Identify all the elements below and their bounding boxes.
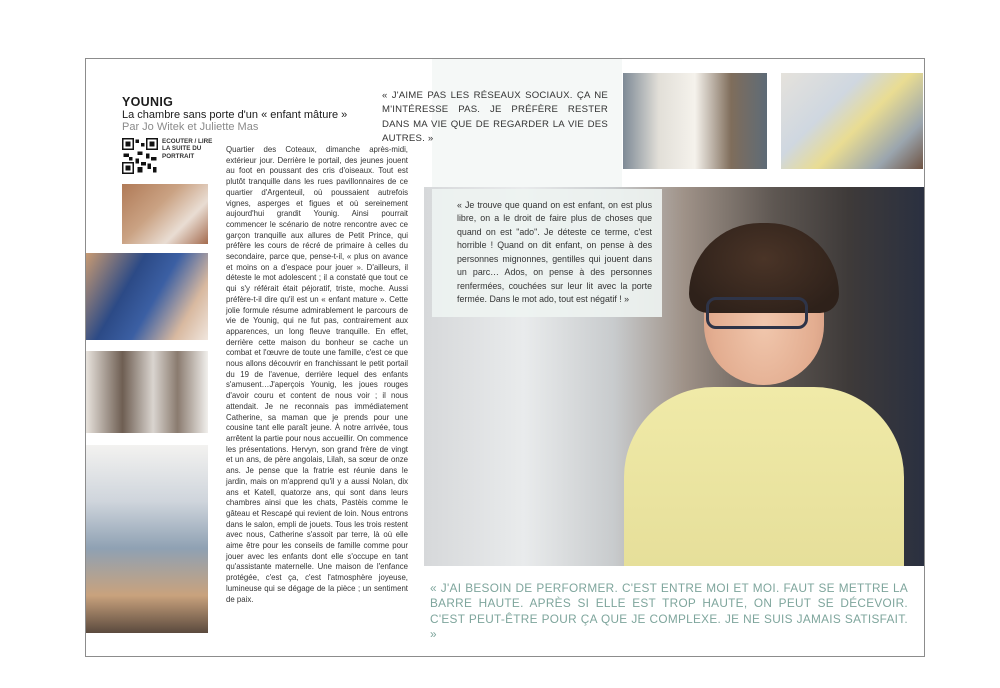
- article-subtitle: La chambre sans porte d'un « enfant mâture »: [122, 109, 348, 121]
- photo-board-game: [86, 351, 208, 433]
- pull-quote-2: « Je trouve que quand on est enfant, on est plus libre, on a le droit de faire plus de choses que quand on est "ado". Je déteste ce terme, c'est horrible ! Quand on dit enfant, on pense à des personnes mignonnes, gentilles qui jouent dans un parc… Ados, on pense à des personnes renfermées, couchées sur leur lit avec la porte fermée. Dans le mot ado, tout est négatif ! »: [432, 189, 662, 317]
- photo-family-frame: [122, 184, 208, 244]
- photo-shelf: [623, 73, 767, 169]
- pull-quote-1: « J'AIME PAS LES RÉSEAUX SOCIAUX. ÇA NE M'INTÉRESSE PAS. JE PRÉFÈRE RESTER DANS MA VIE QUE DE REGARDER LA VIE DES AUTRES. »: [382, 90, 608, 144]
- qr-code-icon[interactable]: [122, 138, 158, 174]
- portrait-shirt: [624, 387, 904, 566]
- portrait-glasses: [706, 297, 808, 329]
- article-title: YOUNIG: [122, 95, 174, 109]
- pull-quote-3: « J'AI BESOIN DE PERFORMER. C'EST ENTRE MOI ET MOI. FAUT SE METTRE LA BARRE HAUTE. APRÈS SI ELLE EST TROP HAUTE, ON PEUT SE DÉCEVOIR. C'EST PEUT-ÊTRE POUR ÇA QUE JE COMPLEXE. JE NE SUIS JAMAIS SATISFAIT. »: [430, 581, 908, 642]
- photo-dress-on-floor: [86, 253, 208, 340]
- qr-label: ECOUTER / LIRE LA SUITE DU PORTRAIT: [162, 138, 213, 160]
- magazine-spread: [85, 58, 925, 657]
- photo-knitting: [781, 73, 923, 169]
- photo-handstand: [86, 445, 208, 633]
- article-body: Quartier des Coteaux, dimanche après-midi, extérieur jour. Derrière le portail, des jeunes jouent au foot en poussant des cris d'oiseaux. Tout est plutôt tranquille dans les rues pavillonnaires de ce quartier d'Argenteuil, où poussaient autrefois vignes, asperges et figues et où sereinement aujourd'hui grandit Younig. Ainsi pourrait commencer le scénario de notre rencontre avec ce garçon tranquille aux allures de Petit Prince, qui préfère les cours de récré de primaire à celles du secondaire, parce que, pense-t-il, « plus on avance et moins on a d'espace pour jouer ». D'ailleurs, il déteste le mot adolescent ; il a constaté que tout ce qui s'y référait était péjoratif, triste, moche. Aussi préfère-t-il dire qu'il est un « enfant mature ». Cette jolie formule résume admirablement le parcours de vie de Younig, qui ne fut pas, contrairement aux apparences, un long fleuve tranquille. En effet, derrière cette maison du bonheur se cache un combat et l'œuvre de toute une famille, c'est ce que nous allons découvrir en franchissant le petit portail du 19 de l'avenue, derrière lequel des enfants s'amusent…J'aperçois Younig, les joues rouges d'avoir couru et content de nous voir ; il nous attendait. Je ne reconnais pas immédiatement Catherine, sa maman que je prends pour une cousine tant elle paraît jeune. À notre arrivée, tous arrêtent la partie pour nous accueillir. On commence les présentations. Hervyn, son grand frère de vingt et un ans, de père angolais, Lilah, sa sœur de onze ans. Je pense que la fratrie est réunie dans le jardin, mais on m'apprend qu'il y a aussi Nolan, dix ans et Katell, quatorze ans, qui sont dans leurs chambres ainsi que les chats, Pastèis comme le gâteau et Rescapé qui revient de loin. Nous entrons dans le salon, empli de jouets. Tous les trois restent avec nous, Catherine s'assoit par terre, là où elle aime être pour les conseils de famille comme pour jouer avec les enfants dont elle s'occupe en tant qu'assistante maternelle. Une maison de l'enfance protégée, c'est ça, c'est l'atmosphère joyeuse, lumineuse qui se dégage de la pièce ; un sentiment de paix.: [226, 145, 408, 604]
- article-byline: Par Jo Witek et Juliette Mas: [122, 121, 259, 133]
